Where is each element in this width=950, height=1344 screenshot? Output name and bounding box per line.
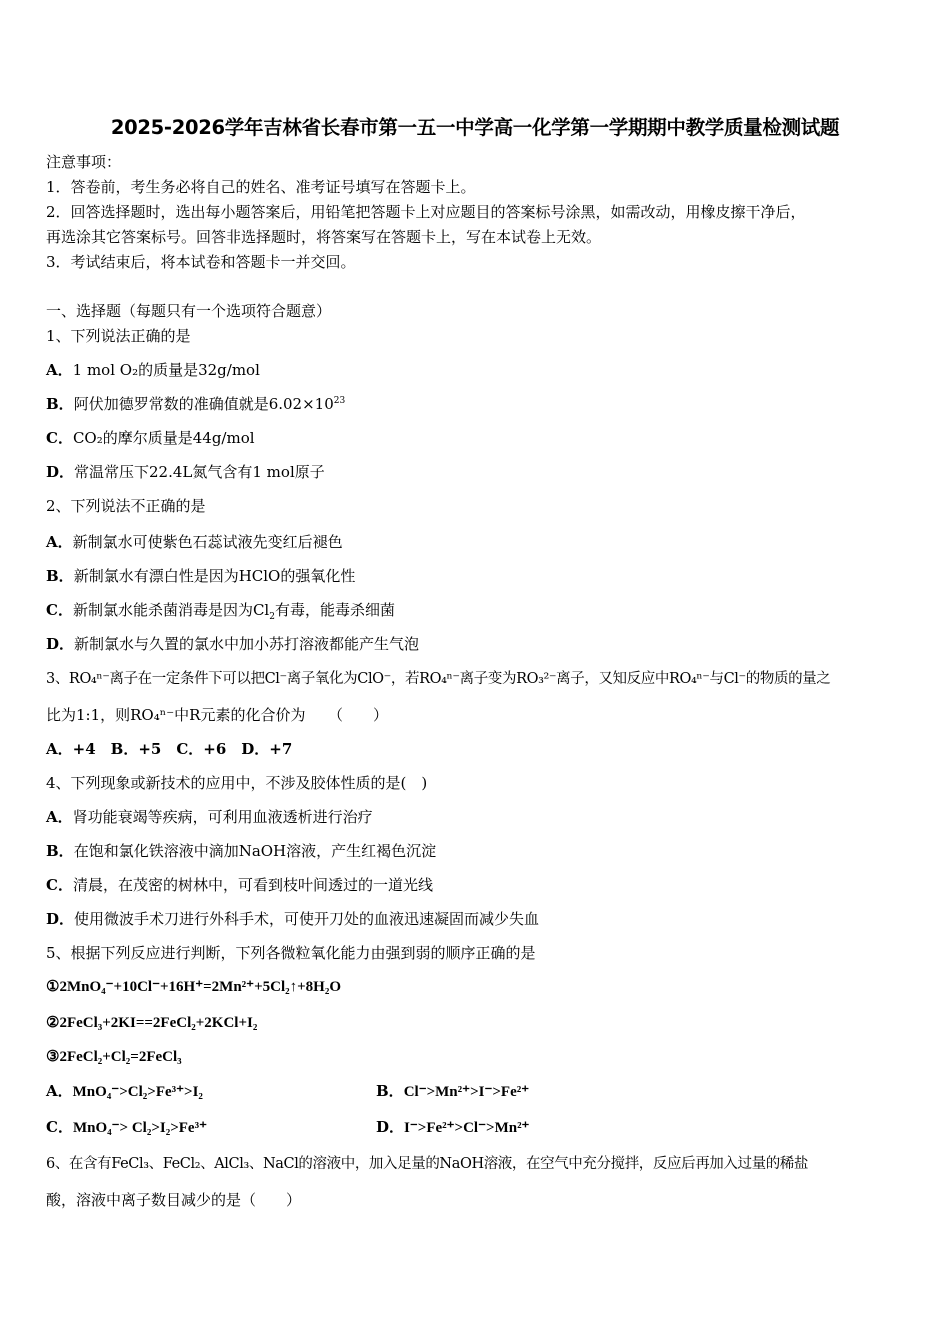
notice-item-1: 1．答卷前，考生务必将自己的姓名、准考证号填写在答题卡上。: [46, 178, 476, 196]
question-4-option-a: [46, 807, 373, 827]
option-text: 新制氯水可使紫色石蕊试液先变红后褪色: [72, 533, 343, 551]
option-text: 肾功能衰竭等疾病，可利用血液透析进行治疗: [72, 808, 373, 826]
question-2-option-c: [46, 600, 395, 620]
question-3-options: A．+4 B．+5 C．+6 D．+7: [46, 740, 293, 758]
question-3-stem-line-2: 比为1:1，则RO₄ⁿ⁻中R元素的化合价为 （ ）: [46, 706, 388, 724]
question-6-stem-line-1: 6、在含有FeCl₃、FeCl₂、AlCl₃、NaCl的溶液中，加入足量的NaOH溶液，在空气中充分搅拌，反应后再加入过量的稀盐: [46, 1156, 808, 1172]
question-5-option-b: [376, 1081, 529, 1102]
notice-heading: 注意事项：: [46, 153, 122, 171]
option-text: 新制氯水有漂白性是因为HClO的强氧化性: [73, 567, 356, 585]
option-text: 新制氯水能杀菌消毒是因为Cl: [72, 601, 270, 619]
exponent: 23: [333, 396, 346, 406]
option-text: 在饱和氯化铁溶液中滴加NaOH溶液，产生红褐色沉淀: [73, 842, 437, 860]
page-title: 2025-2026学年吉林省长春市第一五一中学高一化学第一学期期中教学质量检测试题: [110, 116, 840, 139]
option-text: 1 mol O₂的质量是32g/mol: [72, 361, 260, 379]
question-4-option-b: [46, 841, 436, 861]
question-2-option-d: [46, 634, 419, 654]
question-2-option-b: [46, 566, 355, 586]
notice-item-2: 2．回答选择题时，选出每小题答案后，用铅笔把答题卡上对应题目的答案标号涂黑，如需改动，用橡皮擦干净后，: [46, 203, 806, 221]
option-label: C．: [46, 429, 73, 447]
option-label: B．: [46, 842, 74, 860]
question-5-option-c: [46, 1117, 207, 1138]
option-text: 使用微波手术刀进行外科手术，可使开刀处的血液迅速凝固而减少失血: [74, 910, 540, 928]
option-label: C．: [46, 1118, 73, 1136]
option-text: 清晨，在茂密的树林中，可看到枝叶间透过的一道光线: [72, 876, 433, 894]
question-6-stem-line-2: 酸，溶液中离子数目减少的是（ ）: [46, 1191, 302, 1209]
question-5-option-d: [376, 1117, 529, 1138]
question-5-stem: 5、根据下列反应进行判断，下列各微粒氧化能力由强到弱的顺序正确的是: [46, 944, 536, 962]
option-label: B．: [46, 395, 74, 413]
question-1-option-a: [46, 360, 260, 380]
question-1-stem: 1、下列说法正确的是: [46, 327, 191, 345]
question-1-option-b: [46, 394, 345, 414]
question-5-reaction-3: ③2FeCl₂+Cl₂=2FeCl₃: [46, 1049, 182, 1065]
option-label: C．: [46, 601, 73, 619]
option-label: A．: [46, 1082, 73, 1100]
section-heading: 一、选择题（每题只有一个选项符合题意）: [46, 302, 332, 320]
notice-item-3: 3．考试结束后，将本试卷和答题卡一并交回。: [46, 253, 356, 271]
option-label: D．: [46, 463, 75, 481]
option-label: D．: [46, 910, 75, 928]
question-4-option-d: [46, 909, 539, 929]
option-text: CO₂的摩尔质量是44g/mol: [72, 429, 255, 447]
question-1-option-c: [46, 428, 255, 448]
question-5-option-a: [46, 1081, 203, 1102]
option-text: MnO₄⁻>Cl₂>Fe³⁺>I₂: [72, 1084, 203, 1100]
question-2-stem: 2、下列说法不正确的是: [46, 497, 206, 515]
subscript: 2: [269, 612, 275, 622]
option-label: A．: [46, 533, 73, 551]
question-5-reaction-1: ①2MnO₄⁻+10Cl⁻+16H⁺=2Mn²⁺+5Cl₂↑+8H₂O: [46, 979, 342, 995]
option-text-cont: 有毒，能毒杀细菌: [274, 601, 395, 619]
option-label: C．: [46, 876, 73, 894]
option-text: I⁻>Fe²⁺>Cl⁻>Mn²⁺: [404, 1120, 530, 1136]
option-label: D．: [376, 1118, 405, 1136]
question-4-option-c: [46, 875, 433, 895]
option-label: D．: [46, 635, 75, 653]
question-4-stem: 4、下列现象或新技术的应用中，不涉及胶体性质的是( ): [46, 774, 428, 792]
question-5-reaction-2: ②2FeCl₃+2KI==2FeCl₂+2KCl+I₂: [46, 1015, 258, 1031]
question-1-option-d: [46, 462, 325, 482]
question-2-option-a: [46, 532, 343, 552]
option-label: A．: [46, 361, 73, 379]
option-text: MnO₄⁻> Cl₂>I₂>Fe³⁺: [72, 1120, 207, 1136]
option-text: 常温常压下22.4L氮气含有1 mol原子: [74, 463, 325, 481]
option-text: 阿伏加德罗常数的准确值就是6.02×10: [73, 395, 334, 413]
option-label: A．: [46, 808, 73, 826]
option-label: B．: [376, 1082, 404, 1100]
notice-item-2-cont: 再选涂其它答案标号。回答非选择题时，将答案写在答题卡上，写在本试卷上无效。: [46, 228, 602, 246]
option-text: 新制氯水与久置的氯水中加小苏打溶液都能产生气泡: [74, 635, 420, 653]
option-text: Cl⁻>Mn²⁺>I⁻>Fe²⁺: [403, 1084, 530, 1100]
option-label: B．: [46, 567, 74, 585]
question-3-stem-line-1: 3、RO₄ⁿ⁻离子在一定条件下可以把Cl⁻离子氧化为ClO⁻，若RO₄ⁿ⁻离子变为RO₃²⁻离子，又知反应中RO₄ⁿ⁻与Cl⁻的物质的量之: [46, 671, 831, 687]
